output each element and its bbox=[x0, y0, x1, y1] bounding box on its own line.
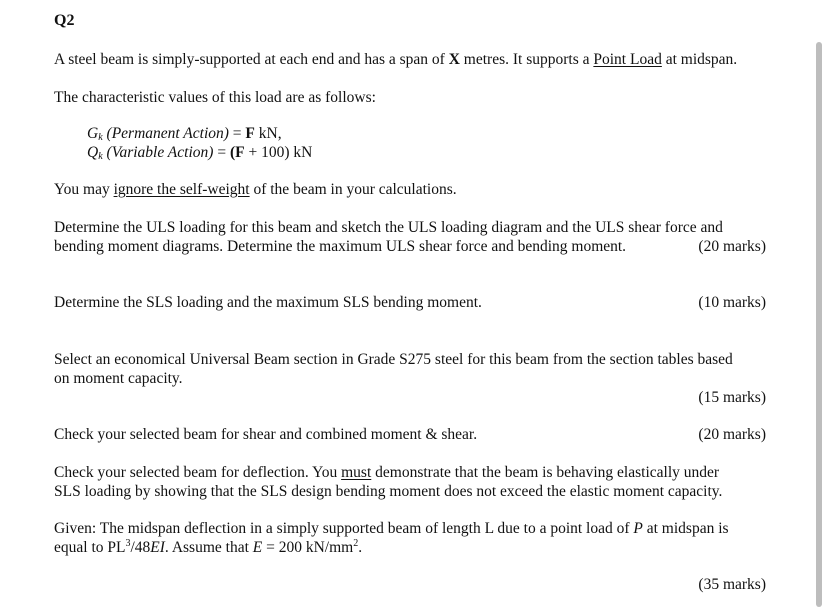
square-exponent: 2 bbox=[353, 538, 359, 549]
e-symbol: E bbox=[252, 539, 263, 556]
f-variable: F bbox=[245, 125, 255, 142]
paragraph-sls: Determine the SLS loading and the maximum SLS bending moment. bbox=[54, 294, 482, 311]
text: /48 bbox=[130, 539, 151, 556]
qk-symbol: $Q_k$ (Variable Action) bbox=[87, 144, 214, 162]
span-variable: X bbox=[448, 51, 460, 68]
cube-exponent: 3 bbox=[125, 538, 131, 549]
text: at midspan is bbox=[642, 520, 729, 537]
marks-section: (15 marks) bbox=[698, 389, 766, 406]
paragraph-self-weight bbox=[54, 180, 457, 199]
text: . bbox=[358, 539, 363, 556]
permanent-action-line bbox=[87, 124, 282, 143]
self-weight-link[interactable]: ignore the self-weight bbox=[113, 181, 250, 198]
text: . Assume that bbox=[164, 539, 253, 556]
paragraph-deflection-line2: SLS loading by showing that the SLS design bending moment does not exceed the elastic moment capacity. bbox=[54, 483, 723, 500]
text: = 200 kN/mm bbox=[262, 539, 354, 556]
text: at midspan. bbox=[661, 51, 738, 68]
marks-shear: (20 marks) bbox=[698, 426, 766, 443]
paragraph-section-line1: Select an economical Universal Beam section in Grade S275 steel for this beam from the section tables based bbox=[54, 351, 733, 368]
paragraph-given-line2 bbox=[54, 538, 362, 557]
paragraph-uls-line1: Determine the ULS loading for this beam and sketch the ULS loading diagram and the ULS shear force and bbox=[54, 219, 723, 236]
f-expression: (F bbox=[229, 144, 245, 161]
p-symbol: P bbox=[633, 520, 643, 537]
unit: kN, bbox=[254, 125, 282, 142]
vertical-scrollbar[interactable] bbox=[816, 42, 822, 607]
paragraph-shear-check: Check your selected beam for shear and combined moment & shear. bbox=[54, 426, 478, 443]
text: equal to bbox=[54, 539, 108, 556]
text: demonstrate that the beam is behaving elastically under bbox=[371, 464, 720, 481]
paragraph-deflection-line1 bbox=[54, 463, 719, 482]
variable-action-line bbox=[87, 143, 312, 162]
text: Check your selected beam for deflection. You bbox=[54, 464, 342, 481]
text: Given: The midspan deflection in a simply supported beam of length L due to a point load of bbox=[54, 520, 634, 537]
marks-sls: (10 marks) bbox=[698, 294, 766, 311]
paragraph-characteristic-values: The characteristic values of this load are as follows: bbox=[54, 89, 376, 106]
text: A steel beam is simply-supported at each end and has a span of bbox=[54, 51, 449, 68]
text: metres. It supports a bbox=[459, 51, 594, 68]
marks-deflection: (35 marks) bbox=[698, 576, 766, 593]
ei-symbol: EI bbox=[150, 539, 165, 556]
must-emphasis: must bbox=[341, 464, 372, 481]
paragraph-section-line2: on moment capacity. bbox=[54, 370, 183, 387]
gk-symbol: $G_k$ (Permanent Action) bbox=[87, 125, 229, 143]
marks-uls: (20 marks) bbox=[698, 238, 766, 255]
paragraph-uls-line2: bending moment diagrams. Determine the maximum ULS shear force and bending moment. bbox=[54, 238, 627, 255]
equals: = bbox=[228, 125, 246, 142]
paragraph-beam-description bbox=[54, 50, 737, 69]
equals: = bbox=[213, 144, 230, 161]
question-heading: Q2 bbox=[54, 12, 75, 29]
point-load-link[interactable]: Point Load bbox=[593, 51, 662, 68]
text: You may bbox=[54, 181, 114, 198]
pl-symbol: PL bbox=[107, 539, 126, 556]
expression-rest: + 100) kN bbox=[244, 144, 313, 161]
text: of the beam in your calculations. bbox=[249, 181, 457, 198]
paragraph-given-line1 bbox=[54, 519, 729, 538]
